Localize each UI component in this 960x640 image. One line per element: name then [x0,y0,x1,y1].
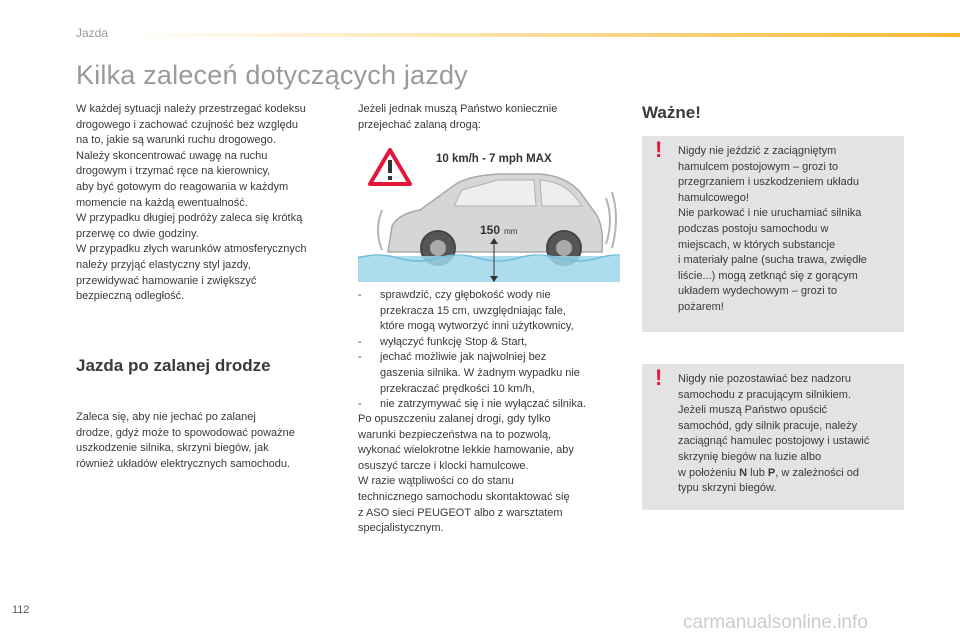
warning-line: Nigdy nie pozostawiać bez nadzoru [678,373,852,385]
intro-line: aby być gotowym do reagowania w każdym [76,180,289,193]
depth-unit: mm [504,227,518,236]
list-item-line: które mogą wytworzyć inni użytkownicy, [380,320,574,333]
important-heading: Ważne! [642,103,701,122]
depth-value: 150 [480,223,501,237]
intro-line: na to, jakie są warunki ruchu drogowego. [76,134,276,147]
after-flood-line: W razie wątpliwości co do stanu [358,475,514,488]
intro-line: W każdej sytuacji należy przestrzegać kodeksu [76,103,306,115]
gear-type-line: typu skrzyni biegów. [678,482,777,495]
col2-intro-text [358,102,628,133]
after-flood-line: warunki bezpieczeństwa na to pozwolą, [358,428,552,441]
gear-p: P [767,466,776,479]
gear-position-line: w położeniu N lub P, w zależności od [678,466,860,479]
warning-line: Jeżeli muszą Państwo opuścić [678,404,828,417]
intro-line: przerwę co dwie godziny. [76,227,199,240]
after-flood-line: osuszyć tarcze i klocki hamulcowe. [358,459,529,472]
bullet-dash: - [358,351,362,364]
flooded-road-text [76,410,346,472]
list-item-line: nie zatrzymywać się i nie wyłączać silnika. [380,398,587,411]
speed-limit-label: 10 km/h - 7 mph MAX [436,153,552,165]
list-item-line: przekracza 15 cm, uwzględniając fale, [380,304,566,317]
intro-line: drogowego i zachować czujność bez względu [76,118,298,131]
list-item [358,335,628,351]
warning-line: pożarem! [678,300,724,313]
watermark: carmanualsonline.info [683,612,868,633]
warning-line: przegrzaniem i uszkodzeniem układu [678,176,859,189]
flooded-line: drodze, gdyż może to spowodować poważne [76,426,295,439]
list-item-line: wyłączyć funkcję Stop & Start, [380,335,528,348]
after-flood-line: Po opuszczeniu zalanej drogi, gdy tylko [358,413,551,425]
list-item-line: gaszenia silnika. W żadnym wypadku nie [380,366,580,379]
flooded-line: również układów elektrycznych samochodu. [76,457,290,470]
intro-line: W przypadku złych warunków atmosferycznych [76,243,307,256]
after-flood-line: wykonać wielokrotne lekkie hamowanie, aby [358,444,574,457]
intro-line: drogowym i trzymać ręce na kierownicy, [76,165,271,178]
after-flood-line: specjalistycznym. [358,522,444,535]
list-item-line: jechać możliwie jak najwolniej bez [380,351,547,364]
after-flood-line: z ASO sieci PEUGEOT albo z warsztatem [358,506,563,519]
list-item [358,350,628,397]
after-flood-line: technicznego samochodu skontaktować się [358,490,570,503]
intro-line: przewidywać hamowanie i zwiększyć [76,274,257,287]
page-title: Kilka zaleceń dotyczących jazdy [76,60,468,90]
warning-line: podczas postoju samochodu w [678,222,829,235]
warning-line: hamulcem postojowym – grozi to [678,160,839,173]
warning-line: samochodu z pracującym silnikiem. [678,388,852,401]
bullet-dash: - [358,398,362,411]
flooded-line: uszkodzenie silnika, skrzyni biegów, jak [76,442,269,455]
list-item [358,288,628,335]
intro-line: momencie na każdą ewentualność. [76,196,248,209]
warning-line: samochód, gdy silnik pracuje, należy [678,419,858,432]
intro-line: Należy skoncentrować uwagę na ruchu [76,149,268,162]
flood-instructions-list [358,288,628,413]
bullet-dash: - [358,335,362,348]
warning-line: hamulcowego! [678,191,749,204]
warning-line: Nie parkować i nie uruchamiać silnika [678,207,862,220]
warning-line: miejscach, w których substancje [678,238,836,251]
warning-box-parking-brake [642,136,904,332]
warning-line: i materiały palne (sucha trawa, zwiędłe [678,254,867,267]
warning-line: zaciągnąć hamulec postojowy i ustawić [678,435,870,448]
warning-line: skrzynię biegów na luzie albo [678,450,822,463]
flooded-road-heading: Jazda po zalanej drodze [76,356,271,375]
bullet-dash: - [358,289,362,301]
gear-n: N [739,466,748,479]
col2-intro-line: przejechać zalaną drogą: [358,118,481,131]
intro-line: W przypadku długiej podróży zaleca się krótką [76,212,303,225]
page-number: 112 [12,604,30,616]
warning-line: liście...) mogą zetknąć się z gorącym [678,269,858,282]
col2-intro-line: Jeżeli jednak muszą Państwo koniecznie [358,103,558,115]
header-accent-bar [120,33,960,37]
warning-box-running-engine [642,364,904,510]
list-item-line: sprawdzić, czy głębokość wody nie [380,289,551,301]
exclamation-icon: ! [655,365,663,390]
flooded-line: Zaleca się, aby nie jechać po zalanej [76,411,256,423]
exclamation-icon: ! [655,137,663,162]
warning-line: układem wydechowym – grozi to [678,285,837,298]
list-item [358,397,628,413]
intro-line: bezpieczną odległość. [76,290,185,303]
intro-text [76,102,346,305]
flooded-road-illustration [358,140,620,282]
list-item-line: przekraczać prędkości 10 km/h, [380,382,535,395]
after-flood-text [358,412,628,537]
warning-line: Nigdy nie jeździć z zaciągniętym [678,145,837,157]
intro-line: należy przyjąć elastyczny styl jazdy, [76,258,251,271]
section-label: Jazda [76,26,109,40]
